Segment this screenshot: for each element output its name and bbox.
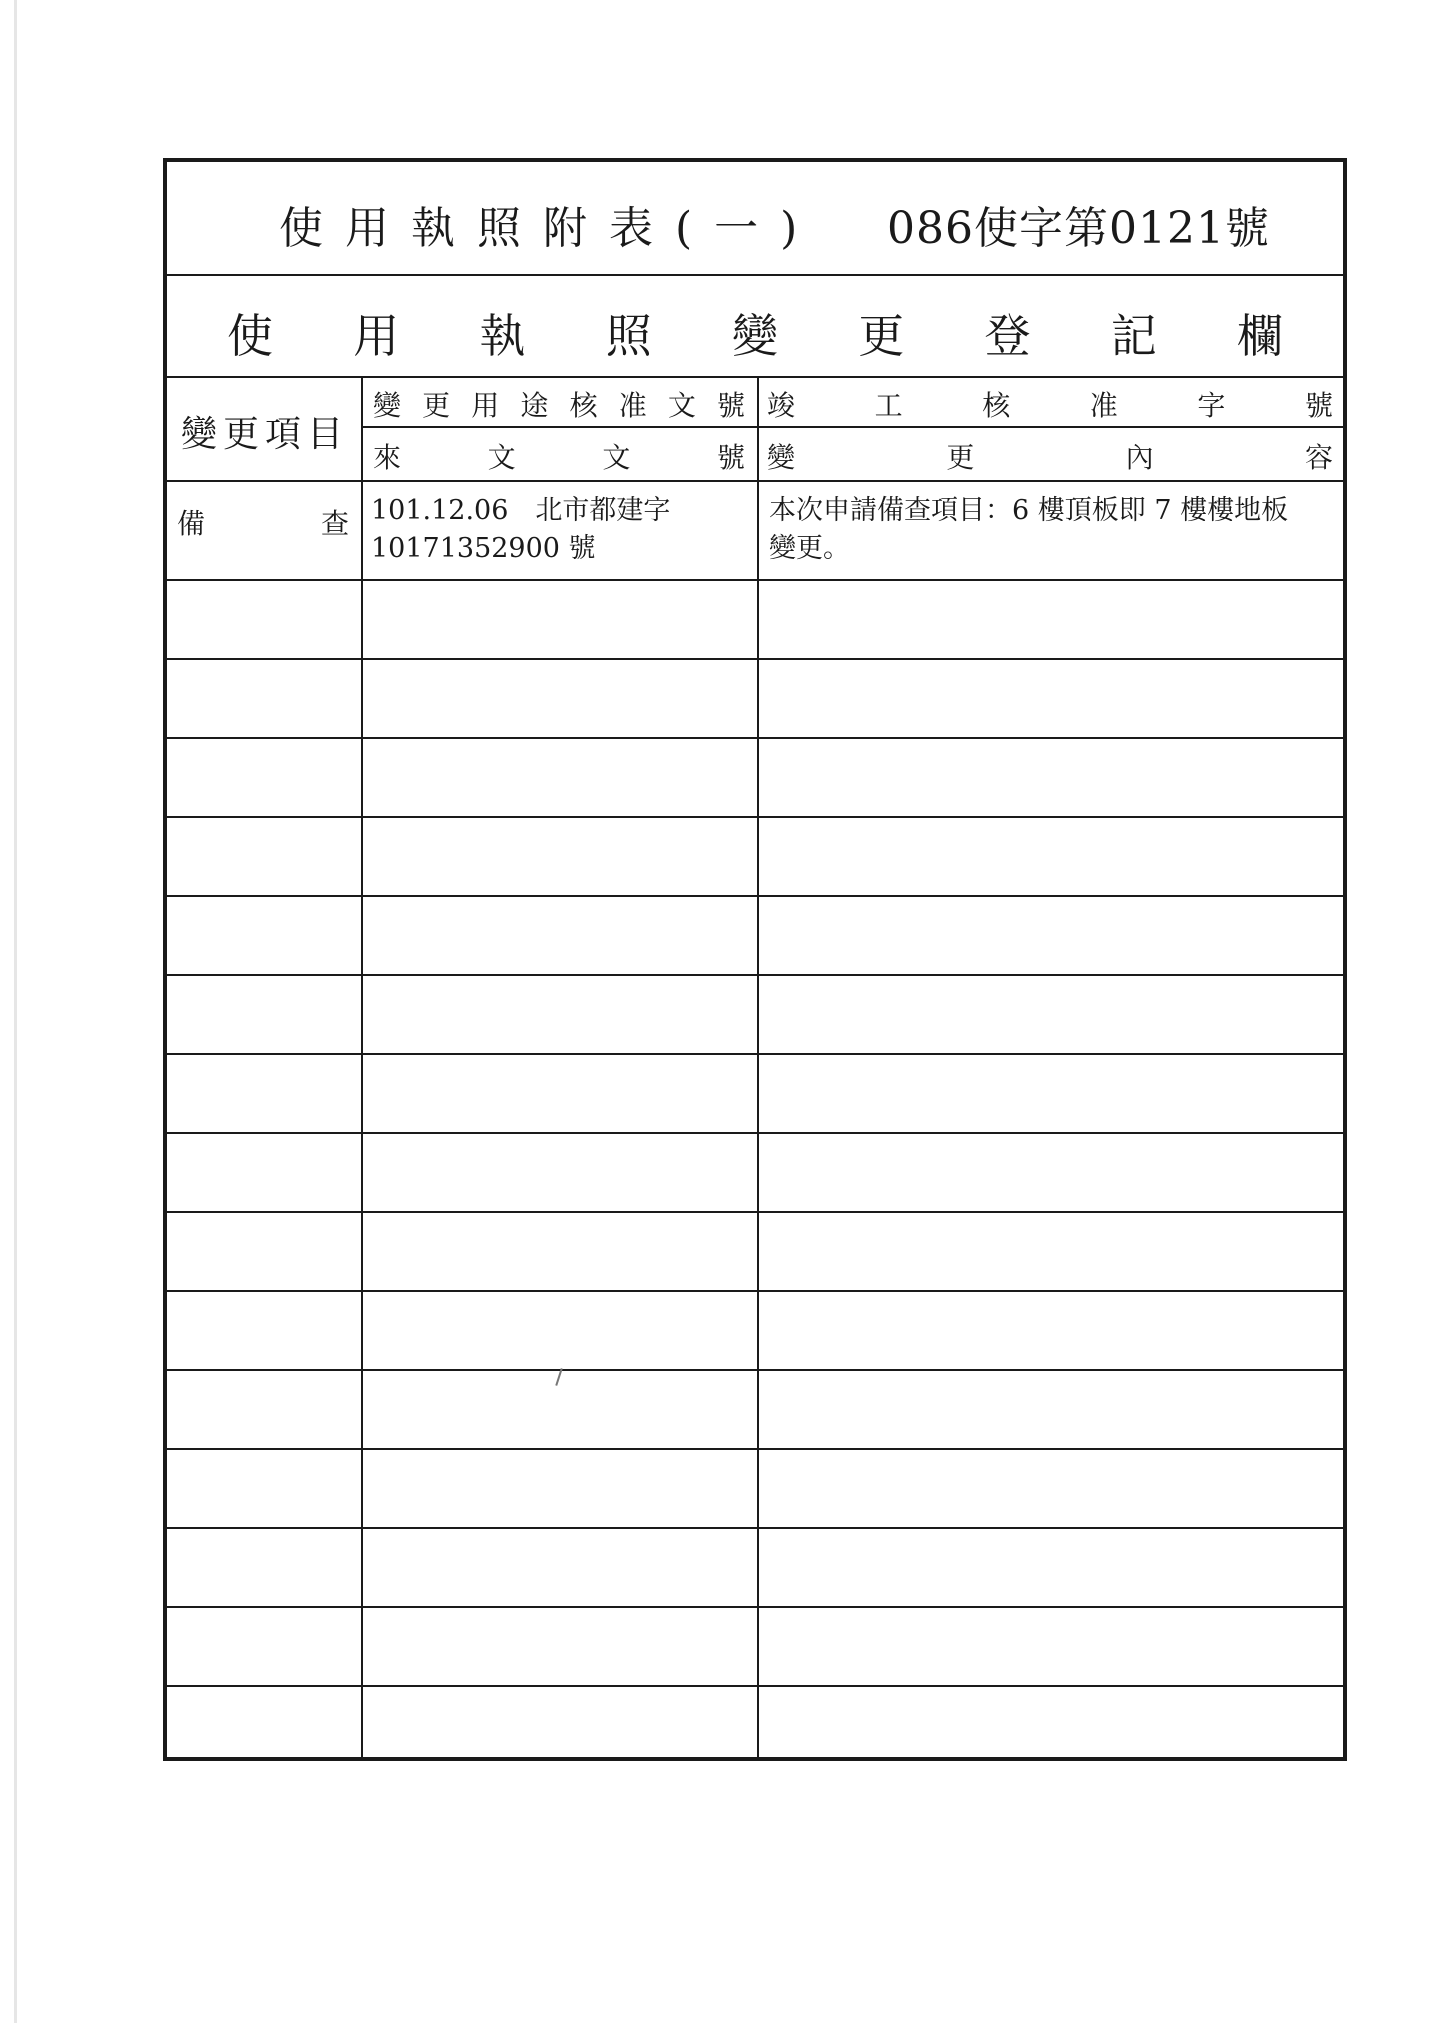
table-row (167, 1371, 1343, 1450)
license-change-form (163, 158, 1347, 1761)
table-row (167, 1608, 1343, 1687)
header-char: 文 (487, 441, 516, 474)
table-row (167, 818, 1343, 897)
header-char: 號 (1304, 389, 1333, 422)
heading-char: 更 (858, 309, 905, 363)
heading-char: 照 (605, 309, 652, 363)
heading-char: 登 (984, 309, 1031, 363)
column-header-completion (767, 384, 1333, 424)
column-header-change-content (767, 436, 1333, 476)
heading-char: 使 (227, 309, 273, 363)
table-row (167, 581, 1343, 660)
header-char: 核 (982, 389, 1011, 422)
license-number: 086使字第0121號 (887, 203, 1270, 254)
content-line: 本次申請備查項目：6 樓頂板即 7 樓樓地板 (769, 495, 1289, 526)
header-char: 來 (373, 441, 402, 474)
form-title: 使用執照附表(一) (279, 203, 820, 254)
header-char: 文 (667, 389, 696, 422)
header-char: 途 (520, 389, 549, 422)
header-char: 准 (618, 389, 647, 422)
content-line: 變更。 (769, 533, 850, 564)
table-row (167, 1134, 1343, 1213)
table-row (167, 976, 1343, 1055)
scan-edge (14, 0, 17, 2023)
table-row (167, 1292, 1343, 1371)
column-header-item: 變更項目 (181, 414, 350, 455)
table-row (167, 482, 1343, 581)
header-char: 變 (767, 441, 796, 474)
header-char: 核 (569, 389, 598, 422)
entry-rows (167, 482, 1343, 1757)
header-char: 用 (471, 389, 500, 422)
table-row (167, 1055, 1343, 1134)
heading-char: 記 (1110, 309, 1157, 363)
header-char: 更 (422, 389, 451, 422)
title-row (167, 162, 1343, 276)
table-row (167, 660, 1343, 739)
column-header-approval-doc (373, 384, 745, 424)
heading-char: 欄 (1237, 309, 1283, 363)
header-split-line (363, 426, 1343, 428)
table-row (167, 739, 1343, 818)
column-divider (757, 378, 759, 480)
header-char: 准 (1089, 389, 1118, 422)
column-divider (361, 378, 363, 480)
column-header-incoming-doc (373, 436, 745, 476)
heading-char: 執 (479, 309, 526, 363)
table-row (167, 1213, 1343, 1292)
header-char: 文 (602, 441, 631, 474)
header-char: 號 (716, 389, 745, 422)
entry-change-content (769, 492, 1288, 568)
heading-char: 用 (353, 309, 400, 363)
header-char: 內 (1125, 441, 1154, 474)
table-row (167, 1687, 1343, 1757)
section-heading (227, 300, 1283, 366)
entry-item-char: 查 (320, 507, 349, 540)
header-char: 竣 (767, 389, 796, 422)
doc-line: 101.12.06 北市都建字 (371, 495, 671, 526)
entry-doc-number (371, 492, 670, 568)
header-char: 更 (946, 441, 975, 474)
column-header-row (167, 378, 1343, 482)
heading-char: 變 (732, 309, 778, 363)
table-row (167, 897, 1343, 976)
header-char: 工 (874, 389, 903, 422)
entry-item-char: 備 (177, 507, 206, 540)
header-char: 字 (1197, 389, 1226, 422)
entry-item (177, 502, 349, 542)
doc-line: 10171352900 號 (371, 533, 596, 564)
heading-row (167, 276, 1343, 378)
table-row (167, 1529, 1343, 1608)
header-char: 號 (716, 441, 745, 474)
header-char: 容 (1304, 441, 1333, 474)
header-char: 變 (373, 389, 402, 422)
table-row (167, 1450, 1343, 1529)
